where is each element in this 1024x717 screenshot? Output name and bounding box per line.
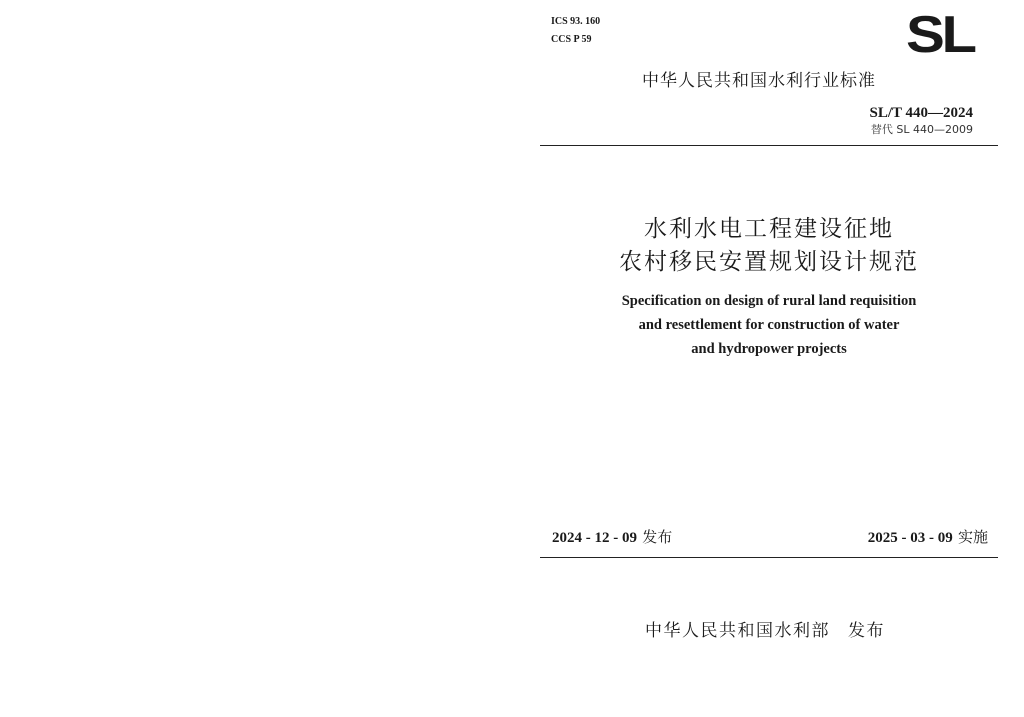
- title-zh-line2: 农村移民安置规划设计规范: [619, 249, 919, 275]
- title-en-line3: and hydropower projects: [691, 341, 847, 357]
- issue-date-label: 发布: [642, 528, 673, 546]
- title-zh-line1: 水利水电工程建设征地: [644, 216, 894, 242]
- title-en-line1: Specification on design of rural land requisition: [621, 293, 917, 309]
- replaces-standard: 替代 SL 440—2009: [870, 123, 973, 136]
- ics-code: ICS 93. 160: [551, 16, 601, 27]
- implement-date-label: 实施: [957, 528, 988, 546]
- title-en-line2: and resettlement for construction of water: [638, 317, 900, 333]
- publisher: [645, 619, 885, 643]
- issue-date-value: 2024 - 12 - 09: [552, 530, 637, 546]
- publisher-issue-word: 发布: [848, 621, 885, 641]
- implement-date: [868, 527, 988, 548]
- implement-date-value: 2025 - 03 - 09: [867, 530, 953, 546]
- standard-number: SL/T 440—2024: [869, 105, 973, 121]
- publisher-name: 中华人民共和国水利部: [645, 621, 830, 641]
- ccs-code: CCS P 59: [551, 34, 592, 45]
- issue-date: [552, 527, 672, 548]
- top-divider: [540, 145, 998, 146]
- bottom-divider: [540, 557, 998, 558]
- sl-logo: SL: [906, 6, 974, 64]
- standard-category: 中华人民共和国水利行业标准: [642, 71, 876, 91]
